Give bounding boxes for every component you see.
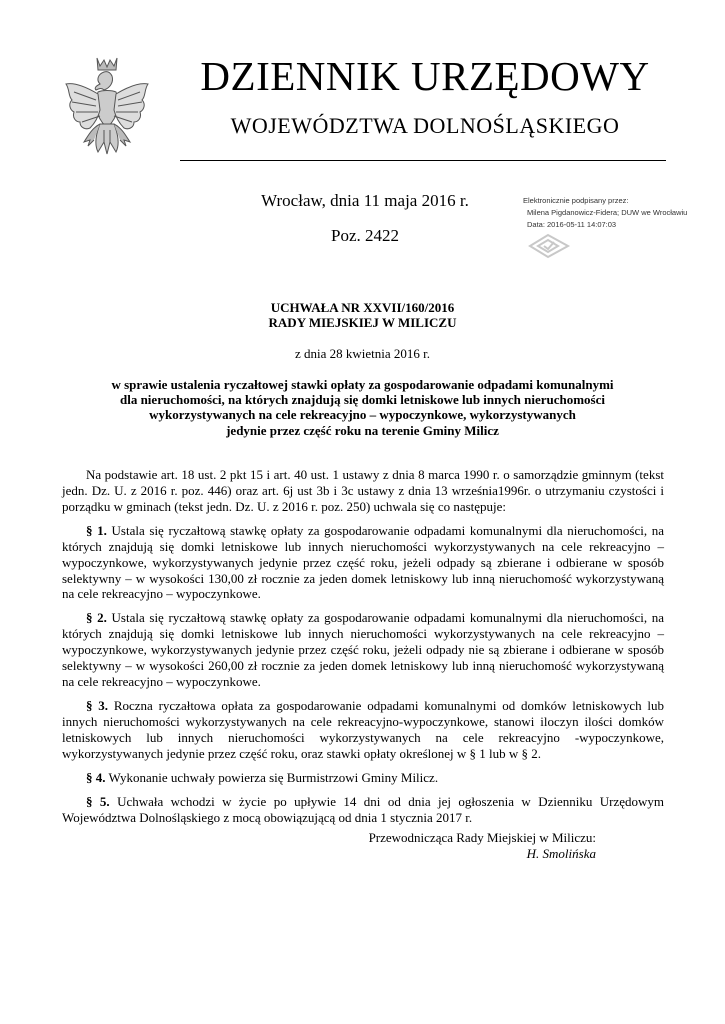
section-text: Wykonanie uchwały powierza się Burmistrzowi Gminy Milicz. (108, 769, 439, 785)
subject-line: wykorzystywanych na cele rekreacyjno – wypoczynkowe, wykorzystywanych (149, 407, 576, 423)
section-2-paragraph (62, 610, 664, 690)
section-label: § 3. (86, 698, 109, 714)
section-text: Ustala się ryczałtową stawkę opłaty za gospodarowanie odpadami komunalnymi dla nieruchomości, na których znajdują się domki letniskowe lub innych nieruchomości wykorzystywanych na cele rekreacyjno – wypoczynkowe, wykorzystywanych jedynie przez część roku, jeżeli odpady są zbierane i odbierane w sposób selektywny – w wysokości 130,00 zł rocznie za jeden domek letniskowy lub inną nieruchomość wykorzystywaną na cele rekreacyjno – wypoczynkowe. (62, 522, 664, 602)
section-4-paragraph (62, 770, 664, 786)
section-text: Uchwała wchodzi w życie po upływie 14 dni od dnia jej ogłoszenia w Dzienniku Urzędowym Województwa Dolnośląskiego z mocą obowiązującą od dnia 1 stycznia 2017 r. (62, 793, 665, 825)
section-1-paragraph (62, 523, 664, 603)
subject-line: jedynie przez część roku na terenie Gminy Milicz (226, 422, 499, 438)
section-label: § 4. (86, 769, 106, 785)
preamble-paragraph: Na podstawie art. 18 ust. 2 pkt 15 i art. 40 ust. 1 ustawy z dnia 8 marca 1990 r. o samorządzie gminnym (tekst jedn. Dz. U. z 2016 r. poz. 446) oraz art. 6j ust 3b i 3c ustawy z dnia 13 września1996r. o utrzymaniu czystości i porządku w gminach (tekst jedn. Dz. U. z 2016 r. poz. 250) uchwala się co następuje: (62, 467, 664, 514)
resolution-council: RADY MIEJSKIEJ W MILICZU (268, 315, 457, 330)
resolution-body (62, 467, 664, 834)
section-text: Ustala się ryczałtową stawkę opłaty za gospodarowanie odpadami komunalnymi dla nieruchomości, na których znajdują się domki letniskowe lub innych nieruchomości wykorzystywanych na cele rekreacyjno – wypoczynkowe, wykorzystywanych jedynie przez część roku, jeżeli odpady nie są zbierane i odbierane w sposób selektywny – w wysokości 260,00 zł rocznie za jeden domek letniskowy lub inną nieruchomość wykorzystywaną na cele rekreacyjno – wypoczynkowe. (62, 610, 664, 690)
polish-eagle-emblem (60, 52, 154, 164)
esign-date: Data: 2016-05-11 14:07:03 (527, 220, 617, 229)
electronic-signature-block (523, 195, 723, 231)
resolution-date: z dnia 28 kwietnia 2016 r. (294, 346, 431, 361)
resolution-title (100, 300, 625, 330)
subject-line: w sprawie ustalenia ryczałtowej stawki opłaty za gospodarowanie odpadami komunalnymi (111, 377, 614, 392)
signature-check-icon (526, 232, 572, 260)
signatory-name: H. Smolińska (526, 846, 596, 861)
section-text: Roczna ryczałtowa opłata za gospodarowanie odpadami komunalnymi od domków letniskowych lub innych nieruchomości wykorzystywanych na cele rekreacyjno-wypoczynkowe, stanowi iloczyn ilości domków letniskowych lub innych nieruchomości wykorzystywanych na cele rekreacyjno -wypoczynkowe, wykorzystywanych jedynie przez część roku, oraz stawki opłaty określonej w § 1 lub w § 2. (62, 698, 665, 761)
resolution-subject (90, 377, 635, 438)
section-label: § 1. (86, 522, 107, 538)
section-label: § 2. (86, 610, 107, 626)
section-label: § 5. (86, 793, 110, 809)
esign-label: Elektronicznie podpisany przez: (523, 196, 629, 205)
section-3-paragraph (62, 698, 664, 762)
resolution-number: UCHWAŁA NR XXVII/160/2016 (270, 300, 455, 315)
section-5-paragraph (62, 794, 664, 826)
subject-line: dla nieruchomości, na których znajdują się domki letniskowe lub innych nieruchomości (119, 392, 606, 408)
signature-block (340, 830, 596, 862)
journal-subtitle: WOJEWÓDZTWA DOLNOŚLĄSKIEGO (230, 113, 620, 138)
signatory-role: Przewodnicząca Rady Miejskiej w Miliczu: (368, 830, 596, 845)
publication-date: Wrocław, dnia 11 maja 2016 r. (261, 191, 469, 210)
header-divider (180, 160, 666, 161)
position-number: Poz. 2422 (331, 226, 399, 245)
journal-title: DZIENNIK URZĘDOWY (200, 53, 650, 99)
esign-signer: Milena Pigdanowicz-Fidera; DUW we Wrocławiu (527, 208, 688, 217)
